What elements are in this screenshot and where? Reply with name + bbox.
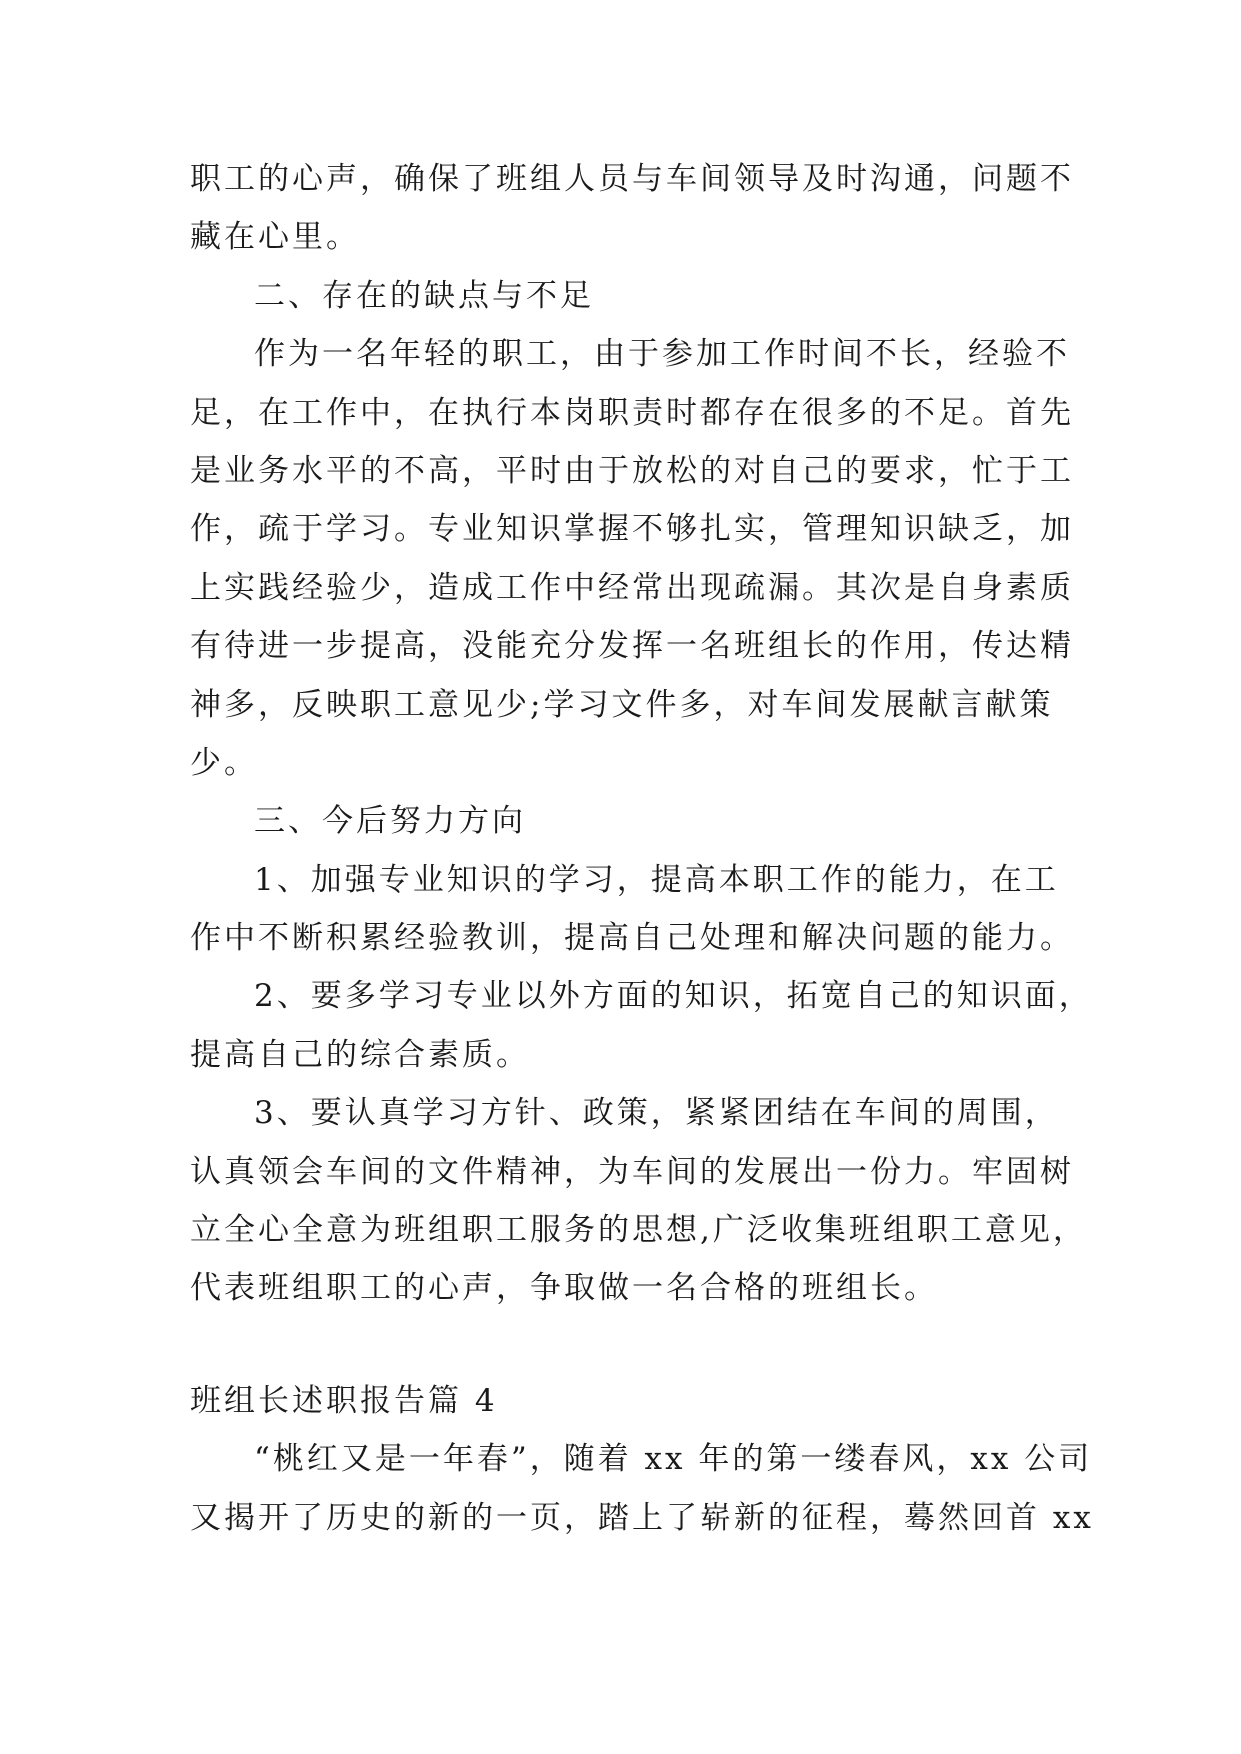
body-text-line: 立全心全意为班组职工服务的思想,广泛收集班组职工意见， [190, 1212, 1087, 1249]
body-text-line: 提高自己的综合素质。 [190, 1036, 530, 1073]
body-text-line: 上实践经验少，造成工作中经常出现疏漏。其次是自身素质 [190, 569, 1074, 606]
body-text-line: 藏在心里。 [190, 219, 360, 256]
body-text-line: 认真领会车间的文件精神，为车间的发展出一份力。牢固树 [190, 1153, 1074, 1190]
body-text-line: 作中不断积累经验教训，提高自己处理和解决问题的能力。 [190, 920, 1074, 957]
body-text-line: 有待进一步提高，没能充分发挥一名班组长的作用，传达精 [190, 628, 1074, 665]
body-text-line: 作，疏于学习。专业知识掌握不够扎实，管理知识缺乏，加 [190, 511, 1074, 548]
body-text-line: 又揭开了历史的新的一页，踏上了崭新的征程，蓦然回首 xx [190, 1499, 1094, 1536]
body-text-line: “桃红又是一年春”，随着 xx 年的第一缕春风，xx 公司 [254, 1441, 1093, 1478]
article-title: 班组长述职报告篇 4 [190, 1382, 498, 1419]
list-item-1: 1、加强专业知识的学习，提高本职工作的能力，在工 [254, 861, 1059, 898]
body-text-line: 足，在工作中，在执行本岗职责时都存在很多的不足。首先 [190, 394, 1074, 431]
body-text-line: 作为一名年轻的职工，由于参加工作时间不长，经验不 [254, 336, 1070, 373]
body-text-line: 是业务水平的不高，平时由于放松的对自己的要求，忙于工 [190, 452, 1074, 489]
document-page [190, 150, 1094, 1547]
body-text-line: 神多，反映职工意见少;学习文件多，对车间发展献言献策 [190, 686, 1054, 723]
section-heading: 二、存在的缺点与不足 [254, 277, 594, 314]
list-item-3: 3、要认真学习方针、政策，紧紧团结在车间的周围， [254, 1095, 1059, 1132]
list-item-2: 2、要多学习专业以外方面的知识，拓宽自己的知识面， [254, 978, 1093, 1015]
section-gap [190, 1318, 1070, 1372]
body-text-line: 代表班组职工的心声，争取做一名合格的班组长。 [190, 1270, 938, 1307]
section-heading: 三、今后努力方向 [254, 803, 526, 840]
body-text-line: 少。 [190, 744, 258, 781]
body-text-line: 职工的心声，确保了班组人员与车间领导及时沟通，问题不 [190, 161, 1074, 197]
